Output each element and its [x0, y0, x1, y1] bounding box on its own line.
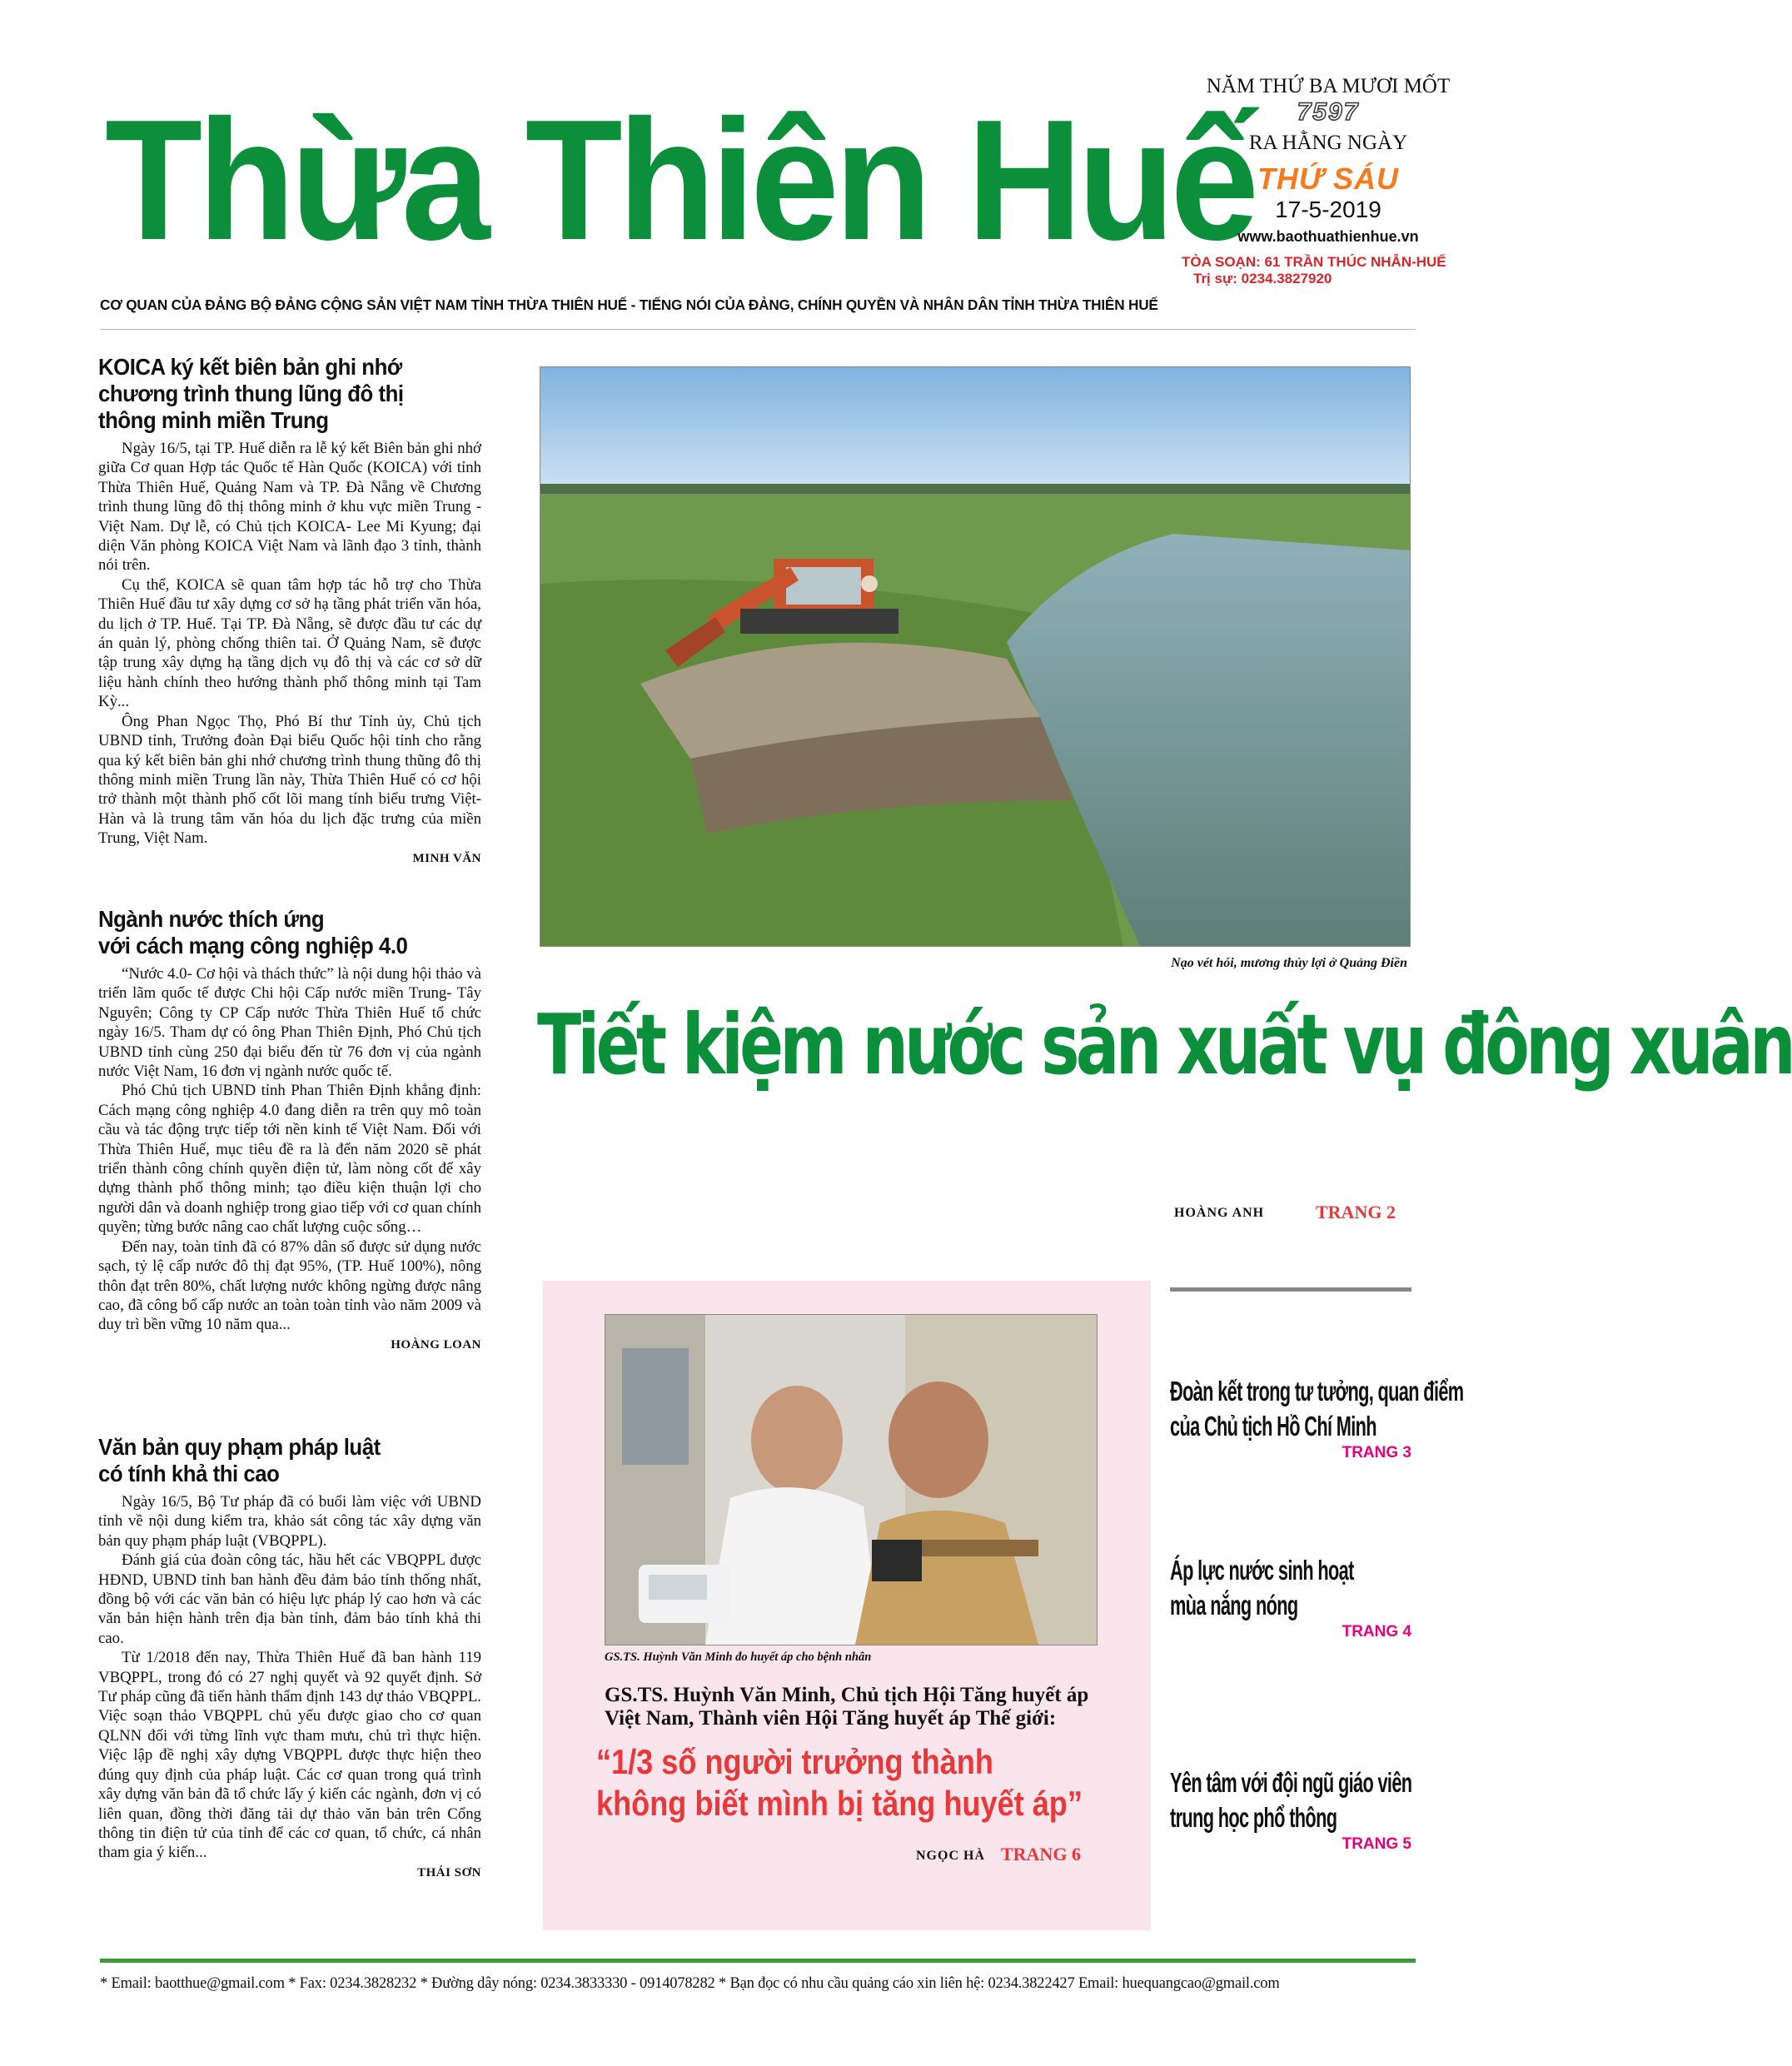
article-title-line[interactable]: với cách mạng công nghiệp 4.0 [98, 933, 408, 958]
article-paragraph: Từ 1/2018 đến nay, Thừa Thiên Huế đã ban hành 119 VBQPPL, trong đó có 27 nghị quyết và 92 quyết định. Sở Tư pháp cũng đã tiến hành thẩm định 143 dự thảo VBQPPL. Việc soạn thảo VBQPPL chủ yếu được giao cho cơ quan QLNN đối với từng lĩnh vực tham mưu, chủ trì thực hiện. Việc lập đề nghị xây dựng VBQPPL được thực hiện theo đúng quy định của pháp luật. Các cơ quan trong quá trình xây dựng văn bản đã tổ chức lấy ý kiến các ngành, đơn vị có liên quan, đồng thời đăng tải dự thảo văn bản trên Cổng thông tin điện tử của tỉnh để các cơ quan, tổ chức, cá nhân tham gia ý kiến... [98, 1649, 481, 1862]
sidebar-teaser-title[interactable]: trung học phổ thông [1170, 1802, 1337, 1833]
article-paragraph: Ông Phan Ngọc Thọ, Phó Bí thư Tỉnh ủy, Chủ tịch UBND tỉnh, Trưởng đoàn Đại biểu Quốc hội tỉnh cho rằng qua ký kết biên bản ghi nhớ chương trình thung thũng đô thị thông minh miền Trung lần này, Thừa Thiên Huế có cơ hội trở thành một thành phố cốt lõi mang tính biểu trưng Việt-Hàn và là trung tâm văn hóa du lịch đặc trưng của miền Trung, Việt Nam. [98, 712, 481, 848]
interview-intro-line: GS.TS. Huỳnh Văn Minh, Chủ tịch Hội Tăng huyết áp [605, 1684, 1089, 1706]
sidebar-teaser-title[interactable]: Yên tâm với đội ngũ giáo viên [1170, 1767, 1412, 1798]
sidebar-top-rule [1170, 1287, 1411, 1292]
article-title-line[interactable]: có tính khả thi cao [98, 1461, 280, 1486]
lead-photo[interactable] [540, 366, 1411, 947]
article-byline: HOÀNG LOAN [391, 1337, 481, 1352]
excavator-field-image [540, 367, 1410, 946]
masthead-divider [100, 329, 1416, 330]
article-title-line[interactable]: KOICA ký kết biên bản ghi nhớ [98, 354, 402, 380]
article-paragraph: Đánh giá của đoàn công tác, hầu hết các VBQPPL được HĐND, UBND tỉnh ban hành đều đảm bảo tính thống nhất, đồng bộ với các văn bản có hiệu lực pháp lý cao hơn và các văn bản hiện hành trên địa bàn tỉnh, đảm bảo tính khả thi cao. [98, 1551, 481, 1647]
article-water-industry[interactable] [98, 906, 481, 1352]
article-title-line[interactable]: chương trình thung lũng đô thị [98, 381, 404, 406]
publication-frequency: RA HẰNG NGÀY [1248, 132, 1408, 154]
sidebar-teaser-title[interactable]: Đoàn kết trong tư tưởng, quan điểm [1170, 1376, 1464, 1406]
article-koica[interactable] [98, 354, 481, 866]
interview-quote-line[interactable]: không biết mình bị tăng huyết áp” [596, 1784, 1083, 1823]
sidebar-page-ref[interactable]: TRANG 5 [1342, 1835, 1411, 1853]
sidebar-teaser-title[interactable]: của Chủ tịch Hồ Chí Minh [1170, 1411, 1376, 1441]
publication-year: NĂM THỨ BA MƯƠI MỐT [1206, 75, 1451, 97]
sidebar-teaser-title[interactable]: mùa nắng nóng [1170, 1590, 1298, 1620]
doctor-patient-image [605, 1315, 1097, 1645]
lead-page-ref[interactable]: TRANG 2 [1316, 1202, 1396, 1222]
sidebar-teaser[interactable] [1170, 1765, 1411, 1854]
footer-rule [100, 1959, 1416, 1963]
article-title-line[interactable]: Ngành nước thích ứng [98, 906, 325, 932]
article-paragraph: Cụ thể, KOICA sẽ quan tâm hợp tác hỗ trợ cho Thừa Thiên Huế đầu tư xây dựng cơ sở hạ tầng phát triển văn hóa, du lịch ở TP. Huế. Tại TP. Đà Nẵng, sẽ được đầu tư các dự án quản lý, phòng chống thiên tai. Ở Quảng Nam, sẽ được tập trung xây dựng hạ tầng dịch vụ đô thị và các cơ sở dữ liệu hành chính theo hướng thành phố thông minh tại Tam Kỳ... [98, 575, 481, 711]
article-paragraph: “Nước 4.0- Cơ hội và thách thức” là nội dung hội thảo và triển lãm quốc tế được Chi hội Cấp nước miền Trung- Tây Nguyên; Công ty CP Cấp nước Thừa Thiên Huế tổ chức ngày 16/5. Tham dự có ông Phan Thiên Định, Phó Chủ tịch UBND tỉnh cùng 250 đại biểu đến từ 76 đơn vị của ngành nước Việt Nam, 16 đơn vị ngành nước quốc tế. [98, 965, 481, 1081]
issue-date: 17-5-2019 [1275, 197, 1381, 222]
sidebar-teaser[interactable] [1170, 1553, 1411, 1641]
interview-intro-line: Việt Nam, Thành viên Hội Tăng huyết áp Thế giới: [605, 1707, 1057, 1730]
article-paragraph: Ngày 16/5, Bộ Tư pháp đã có buổi làm việc với UBND tỉnh về nội dung kiểm tra, khảo sát công tác xây dựng văn bản quy phạm pháp luật (VBQPPL). [98, 1493, 481, 1550]
issue-number: 7597 [1297, 98, 1360, 126]
office-address: TÒA SOẠN: 61 TRẦN THÚC NHẪN-HUẾ [1182, 254, 1446, 270]
sidebar-teaser[interactable] [1170, 1374, 1464, 1462]
interview-photo[interactable] [605, 1314, 1098, 1645]
lead-headline[interactable]: Tiết kiệm nước sản xuất vụ đông xuân [537, 996, 1792, 1093]
article-byline: MINH VĂN [412, 851, 481, 865]
website-link[interactable]: www.baothuathienhue.vn [1237, 228, 1419, 245]
newspaper-masthead: Thừa Thiên Huế [105, 84, 1255, 276]
sidebar-page-ref[interactable]: TRANG 3 [1342, 1444, 1411, 1461]
footer-contact: * Email: baotthue@gmail.com * Fax: 0234.3828232 * Đường dây nóng: 0234.3833330 - 0914078282 * Bạn đọc có nhu cầu quảng cáo xin liên hệ: 0234.3822427 Email: huequangcao@gmail.com [100, 1975, 1280, 1992]
interview-author: NGỌC HÀ [916, 1849, 985, 1863]
sidebar-teaser-title[interactable]: Áp lực nước sinh hoạt [1170, 1555, 1354, 1586]
article-byline: THÁI SƠN [417, 1865, 481, 1879]
issue-info-box [1178, 75, 1478, 287]
article-title-line[interactable]: thông minh miền Trung [98, 407, 329, 433]
sidebar-page-ref[interactable]: TRANG 4 [1342, 1623, 1411, 1640]
lead-author: HOÀNG ANH [1174, 1206, 1265, 1220]
weekday: THỨ SÁU [1257, 162, 1400, 196]
article-legal-documents[interactable] [98, 1434, 481, 1880]
lead-photo-caption: Nạo vét hói, mương thủy lợi ở Quảng Điền [1171, 956, 1407, 970]
interview-page-ref[interactable]: TRANG 6 [1001, 1844, 1081, 1864]
interview-quote-line[interactable]: “1/3 số người trưởng thành [596, 1742, 993, 1781]
masthead-tagline: CƠ QUAN CỦA ĐẢNG BỘ ĐẢNG CỘNG SẢN VIỆT NAM TỈNH THỪA THIÊN HUẾ - TIẾNG NÓI CỦA ĐẢNG, CHÍNH QUYỀN VÀ NHÂN DÂN TỈNH THỪA THIÊN HUẾ [100, 296, 1158, 313]
article-title-line[interactable]: Văn bản quy phạm pháp luật [98, 1434, 381, 1460]
article-paragraph: Ngày 16/5, tại TP. Huế diễn ra lễ ký kết Biên bản ghi nhớ giữa Cơ quan Hợp tác Quốc tế Hàn Quốc (KOICA) với tỉnh Thừa Thiên Huế, Quảng Nam và TP. Đà Nẵng về Chương trình thung lũng đô thị thông minh ở khu vực miền Trung - Việt Nam. Dự lễ, có Chủ tịch KOICA- Lee Mi Kyung; đại diện Văn phòng KOICA Việt Nam và lãnh đạo 3 tỉnh, thành nói trên. [98, 440, 481, 575]
article-paragraph: Đến nay, toàn tỉnh đã có 87% dân số được sử dụng nước sạch, tỷ lệ cấp nước đô thị đạt 95%, (TP. Huế 100%), nông thôn đạt trên 80%, chất lượng nước không ngừng được nâng cao, đã công bố cấp nước an toàn toàn tỉnh vào năm 2009 và duy trì bền vững 10 năm qua... [98, 1237, 481, 1334]
interview-photo-caption: GS.TS. Huỳnh Văn Minh đo huyết áp cho bệnh nhân [605, 1650, 872, 1664]
office-phone: Trị sự: 0234.3827920 [1193, 271, 1332, 286]
article-paragraph: Phó Chủ tịch UBND tỉnh Phan Thiên Định khẳng định: Cách mạng công nghiệp 4.0 đang diễn ra trên quy mô toàn cầu và tác động trực tiếp tới nền kinh tế Việt Nam. Đối với Thừa Thiên Huế, mục tiêu đề ra là đến năm 2020 sẽ phát triển thành công chính quyền điện tử, làm nòng cốt để xây dựng thành phố thông minh; tạo điều kiện thuận lợi cho người dân và doanh nghiệp trong giao tiếp với cơ quan chính quyền; từng bước nâng cao chất lượng cuộc sống… [98, 1082, 481, 1237]
interview-box[interactable] [543, 1281, 1151, 1930]
